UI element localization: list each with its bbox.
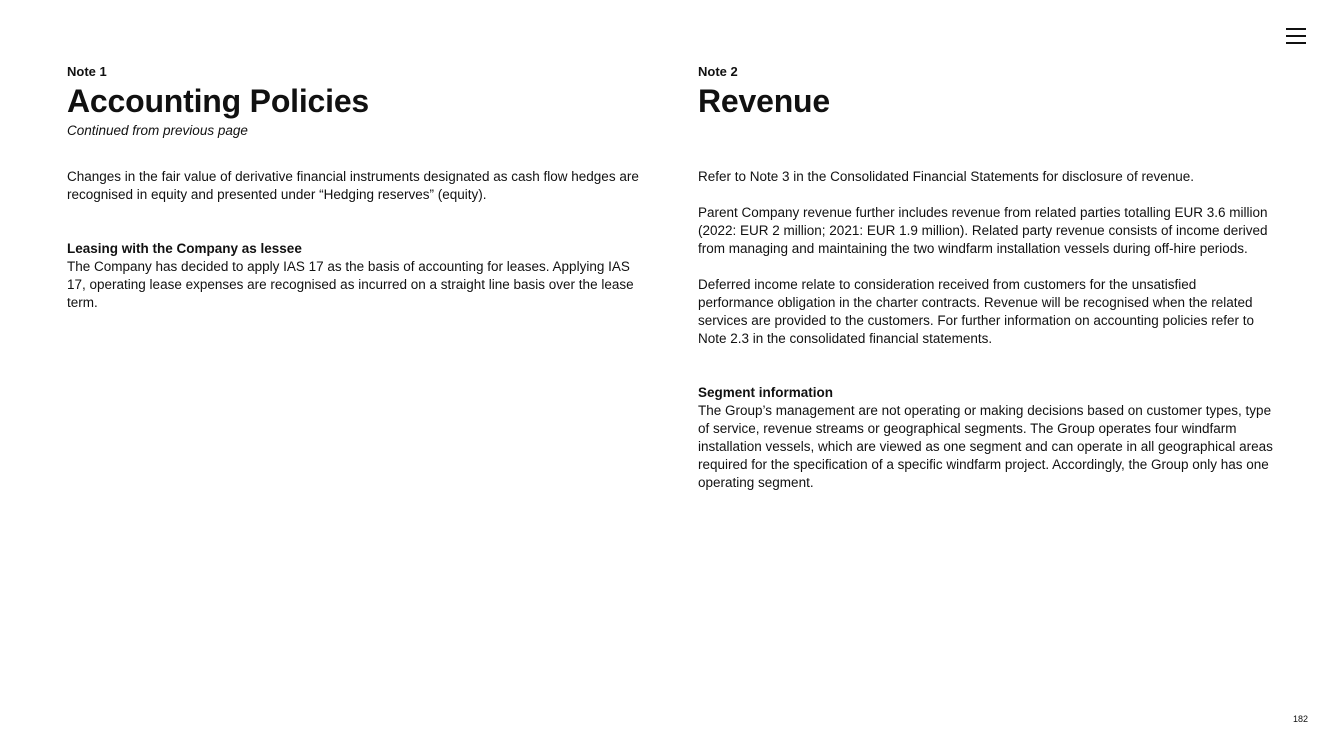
- menu-icon-bar: [1286, 35, 1306, 37]
- note-1-paragraph-hedging: Changes in the fair value of derivative financial instruments designated as cash flow hedges are recognised in equity and presented under “Hedging reserves” (equity).: [67, 169, 639, 202]
- note-2-title: Revenue: [698, 83, 830, 119]
- menu-icon[interactable]: [1286, 27, 1306, 45]
- leasing-paragraph: The Company has decided to apply IAS 17 as the basis of accounting for leases. Applying IAS 17, operating lease expenses are recognised as incurred on a straight line basis over the lease term.: [67, 259, 634, 310]
- note-2-label: Note 2: [698, 64, 738, 79]
- menu-icon-bar: [1286, 28, 1306, 30]
- note-2-paragraph-related-parties: Parent Company revenue further includes revenue from related parties totalling EUR 3.6 million (2022: EUR 2 million; 2021: EUR 1.9 million). Related party revenue consists of income derived from managing and maintaining the two windfarm installation vessels during off-hire periods.: [698, 205, 1268, 256]
- menu-icon-bar: [1286, 42, 1306, 44]
- note-1-section: [67, 64, 647, 312]
- note-1-label: Note 1: [67, 64, 107, 79]
- note-2-paragraph-deferred-income: Deferred income relate to consideration received from customers for the unsatisfied performance obligation in the charter contracts. Revenue will be recognised when the related services are provided to the customers. For further information on accounting policies refer to Note 2.3 in the consolidated financial statements.: [698, 277, 1255, 346]
- note-2-paragraph-reference: Refer to Note 3 in the Consolidated Financial Statements for disclosure of revenue.: [698, 169, 1195, 184]
- segment-paragraph: The Group’s management are not operating or making decisions based on customer types, type of service, revenue streams or geographical segments. The Group operates four windfarm installation vessels, which are viewed as one segment and can operate in all geographical areas required for the specification of a specific windfarm project. Accordingly, the Group only has one operating segment.: [698, 403, 1273, 490]
- leasing-heading: Leasing with the Company as lessee: [67, 241, 302, 256]
- note-2-section: [698, 64, 1273, 492]
- note-1-subtitle: Continued from previous page: [67, 123, 248, 138]
- page-number: 182: [1292, 714, 1308, 724]
- note-1-title: Accounting Policies: [67, 83, 370, 119]
- segment-heading: Segment information: [698, 385, 834, 400]
